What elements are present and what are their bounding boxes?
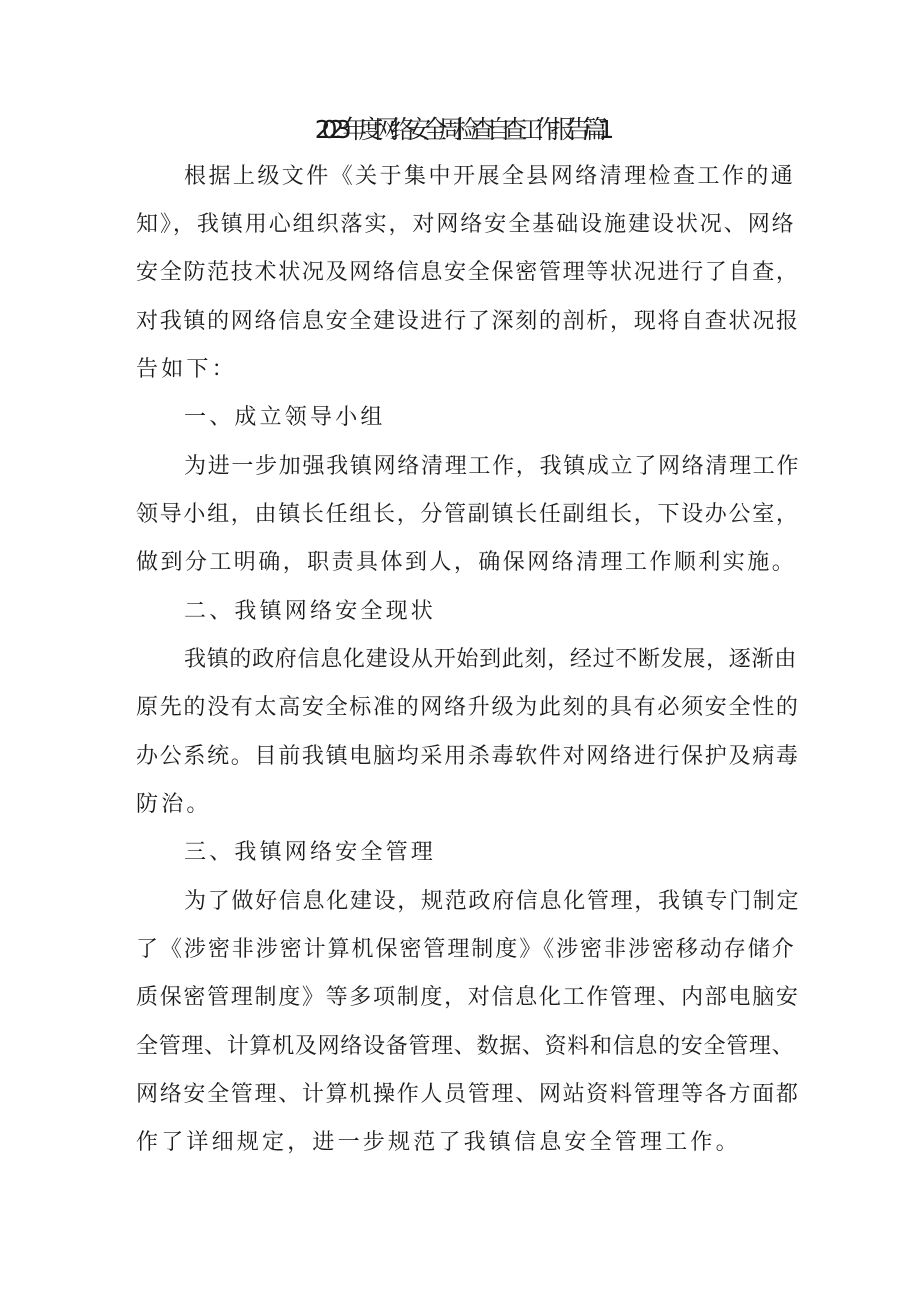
body-line: 原先的没有太高安全标准的网络升级为此刻的具有必须安全性的	[136, 695, 800, 720]
body-line: 做到分工明确，职责具体到人，确保网络清理工作顺利实施。	[136, 550, 797, 575]
body-line: 为了做好信息化建设，规范政府信息化管理，我镇专门制定	[184, 889, 801, 914]
intro-line: 告如下：	[136, 357, 237, 382]
section-heading: 一、成立领导小组	[184, 405, 386, 430]
body-line: 网络安全管理、计算机操作人员管理、网站资料管理等各方面都	[136, 1082, 800, 1107]
body-line: 我镇的政府信息化建设从开始到此刻，经过不断发展，逐渐由	[184, 647, 797, 672]
body-line: 作了详细规定，进一步规范了我镇信息安全管理工作。	[136, 1130, 741, 1155]
body-line: 防治。	[136, 792, 212, 817]
body-line: 为进一步加强我镇网络清理工作，我镇成立了网络清理工作	[184, 454, 801, 479]
body-line: 全管理、计算机及网络设备管理、数据、资料和信息的安全管理、	[136, 1034, 795, 1059]
document-title: 2023年度网络安全周检查自查工作报告篇1	[314, 115, 606, 144]
section-heading: 二、我镇网络安全现状	[184, 599, 437, 624]
body-line: 质保密管理制度》等多项制度，对信息化工作管理、内部电脑安	[136, 985, 800, 1010]
section-heading: 三、我镇网络安全管理	[184, 840, 437, 865]
intro-line: 根据上级文件《关于集中开展全县网络清理检查工作的通	[184, 164, 796, 189]
intro-line: 对我镇的网络信息安全建设进行了深刻的剖析，现将自查状况报	[136, 309, 800, 334]
intro-line: 安全防范技术状况及网络信息安全保密管理等状况进行了自查，	[136, 260, 800, 285]
intro-line: 知》，我镇用心组织落实，对网络安全基础设施建设状况、网络	[136, 212, 796, 237]
body-line: 了《涉密非涉密计算机保密管理制度》《涉密非涉密移动存储介	[136, 937, 796, 962]
body-line: 办公系统。目前我镇电脑均采用杀毒软件对网络进行保护及病毒	[136, 744, 800, 769]
body-line: 领导小组，由镇长任组长，分管副镇长任副组长，下设办公室，	[136, 502, 800, 527]
